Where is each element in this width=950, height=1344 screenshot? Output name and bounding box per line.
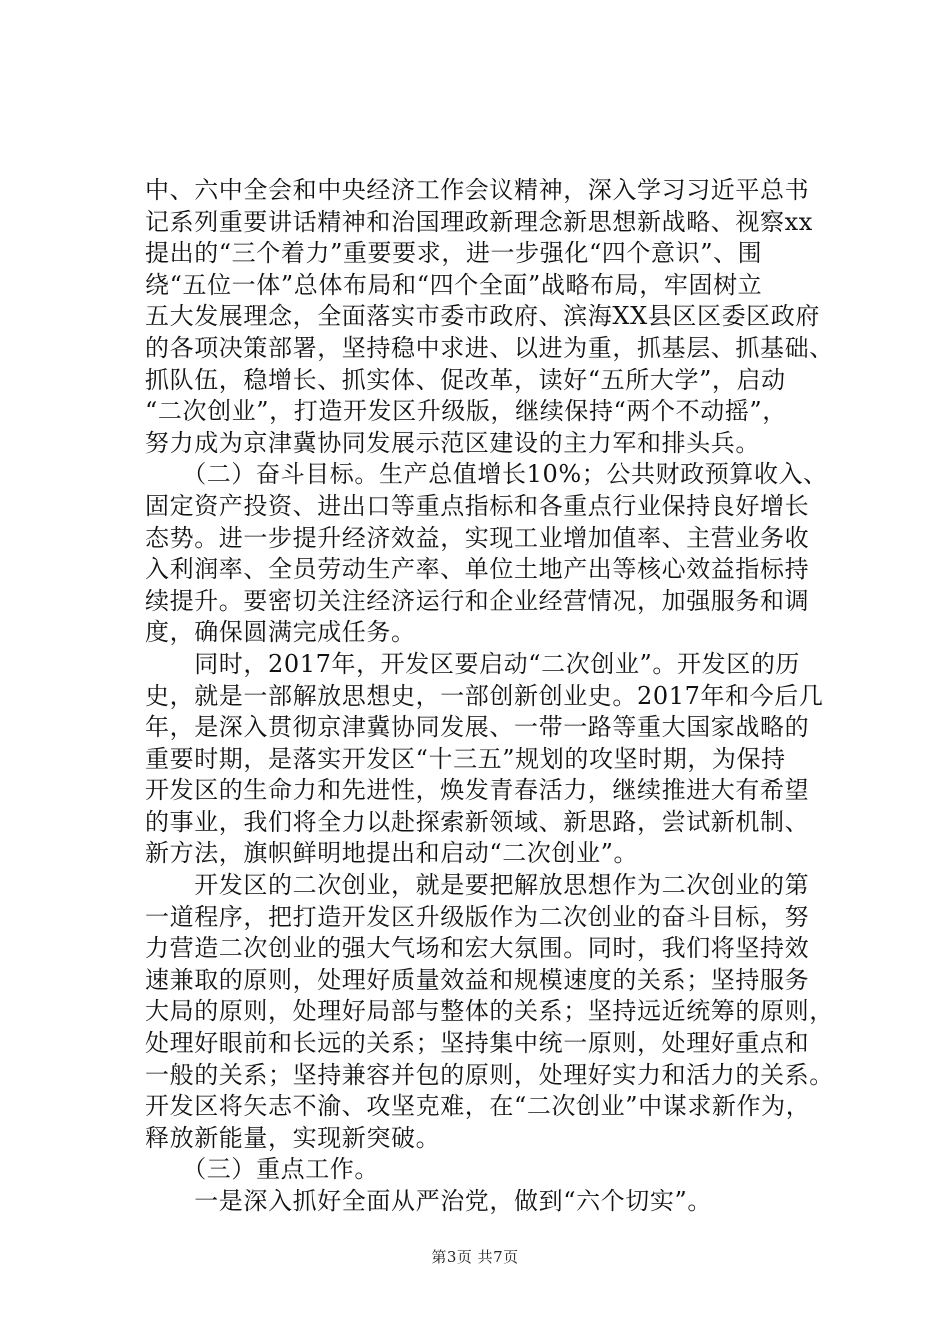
text-line: 同时，2017年，开发区要启动“二次创业”。开发区的历 — [145, 649, 801, 678]
text-line: 一道程序，把打造开发区升级版作为二次创业的奋斗目标，努 — [145, 902, 810, 931]
text-line: （二）奋斗目标。生产总值增长10%；公共财政预算收入、 — [145, 460, 828, 489]
text-line: 记系列重要讲话精神和治国理政新理念新思想新战略、视察xx — [145, 207, 813, 236]
text-line: 入利润率、全员劳动生产率、单位土地产出等核心效益指标持 — [145, 555, 810, 584]
text-line: 大局的原则，处理好局部与整体的关系；坚持远近统筹的原则， — [145, 997, 834, 1026]
text-line: （三）重点工作。 — [145, 1155, 379, 1184]
text-line: 的各项决策部署，坚持稳中求进、以进为重，抓基层、抓基础、 — [145, 333, 834, 362]
text-line: 速兼取的原则，处理好质量效益和规模速度的关系；坚持服务 — [145, 965, 810, 994]
text-line: 中、六中全会和中央经济工作会议精神，深入学习习近平总书 — [145, 176, 810, 204]
text-line: 一般的关系；坚持兼容并包的原则，处理好实力和活力的关系。 — [145, 1060, 834, 1089]
text-line: 新方法，旗帜鲜明地提出和启动“二次创业”。 — [145, 839, 639, 868]
text-line: 年，是深入贯彻京津冀协同发展、一带一路等重大国家战略的 — [145, 713, 810, 742]
text-line: 史，就是一部解放思想史，一部创新创业史。2017年和今后几 — [145, 681, 824, 710]
text-line: 度，确保圆满完成任务。 — [145, 618, 416, 647]
text-line: 提出的“三个着力”重要要求，进一步强化“四个意识”、围 — [145, 239, 763, 268]
text-line: 力营造二次创业的强大气场和宏大氛围。同时，我们将坚持效 — [145, 934, 810, 963]
text-line: 五大发展理念，全面落实市委市政府、滨海XX县区区委区政府 — [145, 302, 820, 331]
text-line: 固定资产投资、进出口等重点指标和各重点行业保持良好增长 — [145, 491, 810, 520]
text-line: “二次创业”，打造开发区升级版，继续保持“两个不动摇”， — [145, 397, 787, 426]
text-line: 开发区的二次创业，就是要把解放思想作为二次创业的第 — [145, 871, 810, 900]
text-line: 绕“五位一体”总体布局和“四个全面”战略布局，牢固树立 — [145, 270, 763, 299]
page-number-footer: 第3页 共7页 — [431, 1248, 519, 1266]
text-line: 一是深入抓好全面从严治党，做到“六个切实”。 — [145, 1187, 712, 1215]
text-line: 开发区的生命力和先进性，焕发青春活力，继续推进大有希望 — [145, 776, 810, 805]
text-line: 释放新能量，实现新突破。 — [145, 1123, 441, 1152]
text-line: 开发区将矢志不渝、攻坚克难，在“二次创业”中谋求新作为， — [145, 1092, 811, 1121]
text-line: 续提升。要密切关注经济运行和企业经营情况，加强服务和调 — [145, 586, 810, 615]
text-line: 抓队伍，稳增长、抓实体、促改革，读好“五所大学”，启动 — [145, 365, 786, 394]
document-body — [145, 175, 865, 1218]
text-line: 重要时期，是落实开发区“十三五”规划的攻坚时期，为保持 — [145, 744, 786, 773]
text-line: 的事业，我们将全力以赴探索新领域、新思路，尝试新机制、 — [145, 807, 810, 836]
text-line: 努力成为京津冀协同发展示范区建设的主力军和排头兵。 — [145, 428, 760, 457]
text-line: 态势。进一步提升经济效益，实现工业增加值率、主营业务收 — [145, 523, 810, 552]
text-line: 处理好眼前和长远的关系；坚持集中统一原则，处理好重点和 — [145, 1029, 810, 1058]
